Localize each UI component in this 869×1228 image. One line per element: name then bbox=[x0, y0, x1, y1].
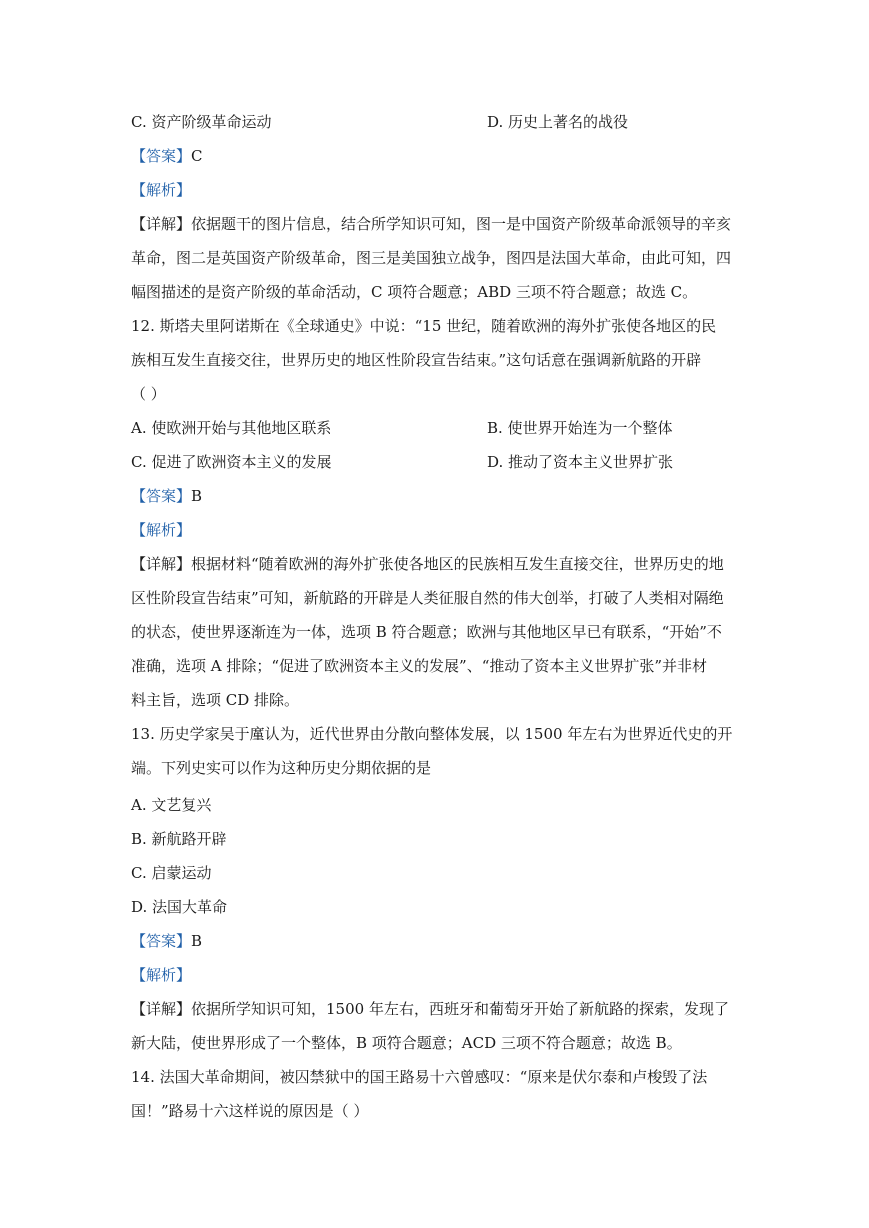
q12-option-b: B. 使世界开始连为一个整体 bbox=[487, 419, 673, 437]
q12-option-c: C. 促进了欧洲资本主义的发展 bbox=[131, 453, 332, 471]
q13-detail-line: 【详解】依据所学知识可知，1500 年左右，西班牙和葡萄牙开始了新航路的探索，发现了 bbox=[131, 1000, 729, 1018]
q11-detail-line: 幅图描述的是资产阶级的革命活动，C 项符合题意；ABD 三项不符合题意；故选 C。 bbox=[131, 283, 698, 301]
answer-value: C bbox=[191, 147, 203, 165]
q13-analysis-tag: 【解析】 bbox=[131, 966, 192, 984]
detail-tag: 【详解】 bbox=[131, 1000, 192, 1018]
q12-stem-line: 族相互发生直接交往，世界历史的地区性阶段宣告结束。”这句话意在强调新航路的开辟 bbox=[131, 351, 702, 369]
q11-detail-line: 【详解】依据题干的图片信息，结合所学知识可知，图一是中国资产阶级革命派领导的辛亥 bbox=[131, 215, 732, 233]
q12-detail-line: 料主旨，选项 CD 排除。 bbox=[131, 691, 300, 709]
q13-option-d: D. 法国大革命 bbox=[131, 898, 228, 916]
q14-stem-line: 国！”路易十六这样说的原因是（ ） bbox=[131, 1102, 369, 1120]
q12-analysis-tag: 【解析】 bbox=[131, 521, 192, 539]
q12-detail-line: 区性阶段宣告结束”可知，新航路的开辟是人类征服自然的伟大创举，打破了人类相对隔绝 bbox=[131, 589, 724, 607]
q11-option-c: C. 资产阶级革命运动 bbox=[131, 113, 272, 131]
q11-detail-line: 革命，图二是英国资产阶级革命，图三是美国独立战争，图四是法国大革命，由此可知，四 bbox=[131, 249, 732, 267]
q12-option-a: A. 使欧洲开始与其他地区联系 bbox=[131, 419, 332, 437]
q13-stem-line: 端。下列史实可以作为这种历史分期依据的是 bbox=[131, 759, 432, 777]
q12-detail-line: 准确，选项 A 排除；“促进了欧洲资本主义的发展”、“推动了资本主义世界扩张”并非材 bbox=[131, 657, 708, 675]
q12-stem-line: 12. 斯塔夫里阿诺斯在《全球通史》中说：“15 世纪，随着欧洲的海外扩张使各地区的民 bbox=[131, 317, 717, 335]
q13-option-c: C. 启蒙运动 bbox=[131, 864, 212, 882]
q11-option-d: D. 历史上著名的战役 bbox=[487, 113, 629, 131]
q11-analysis-tag: 【解析】 bbox=[131, 181, 192, 199]
q11-answer bbox=[131, 146, 203, 166]
answer-tag: 【答案】 bbox=[131, 932, 192, 950]
q13-option-a: A. 文艺复兴 bbox=[131, 796, 212, 814]
detail-tag: 【详解】 bbox=[131, 215, 192, 233]
q13-answer bbox=[131, 931, 202, 951]
q13-stem-line: 13. 历史学家吴于廑认为，近代世界由分散向整体发展，以 1500 年左右为世界近代史的开 bbox=[131, 725, 733, 743]
answer-value: B bbox=[191, 932, 203, 950]
q14-stem-line: 14. 法国大革命期间，被囚禁狱中的国王路易十六曾感叹：“原来是伏尔泰和卢梭毁了法 bbox=[131, 1068, 708, 1086]
detail-tag: 【详解】 bbox=[131, 555, 192, 573]
q12-stem-line: （ ） bbox=[131, 385, 166, 403]
answer-tag: 【答案】 bbox=[131, 487, 192, 505]
q13-detail-line: 新大陆，使世界形成了一个整体，B 项符合题意；ACD 三项不符合题意；故选 B。 bbox=[131, 1034, 682, 1052]
q12-option-d: D. 推动了资本主义世界扩张 bbox=[487, 453, 674, 471]
q12-answer bbox=[131, 486, 202, 506]
q13-option-b: B. 新航路开辟 bbox=[131, 830, 227, 848]
answer-tag: 【答案】 bbox=[131, 147, 192, 165]
q12-detail-line: 的状态，使世界逐渐连为一体，选项 B 符合题意；欧洲与其他地区早已有联系，“开始”不 bbox=[131, 623, 722, 641]
q12-detail-line: 【详解】根据材料“随着欧洲的海外扩张使各地区的民族相互发生直接交往，世界历史的地 bbox=[131, 555, 724, 573]
answer-value: B bbox=[191, 487, 203, 505]
